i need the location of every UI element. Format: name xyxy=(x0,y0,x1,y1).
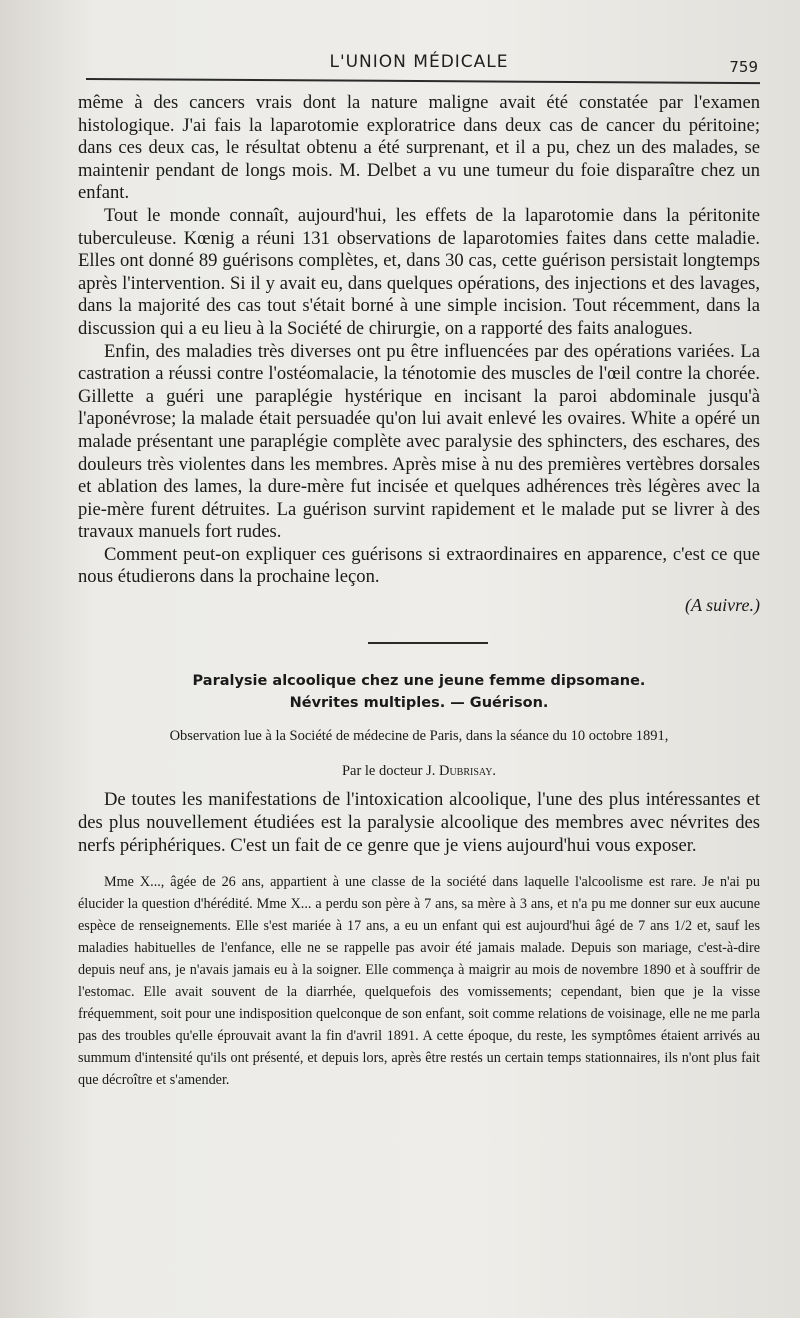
lead-paragraph: De toutes les manifestations de l'intoxication alcoolique, l'une des plus intéressantes et des plus nouvellement étudiées est la paralysie alcoolique des membres avec névrites des nerfs périphériques. C'est un fait de ce genre que je viens aujourd'hui vous exposer. xyxy=(78,789,760,857)
page-number: 759 xyxy=(729,58,758,76)
observation-note: Observation lue à la Société de médecine de Paris, dans la séance du 10 octobre 1891, xyxy=(169,728,669,745)
article-subtitle: Névrites multiples. — Guérison. xyxy=(289,695,549,712)
author-prefix: Par le docteur J. xyxy=(341,763,436,780)
section-divider xyxy=(368,642,488,644)
article-title: Paralysie alcoolique chez une jeune femme dipsomane. xyxy=(192,673,646,690)
to-be-continued: (A suivre.) xyxy=(685,595,760,616)
header-rule xyxy=(86,78,760,84)
lecture-text xyxy=(78,92,760,589)
author-name: Dubrisay. xyxy=(438,763,497,780)
paragraph: Enfin, des maladies très diverses ont pu être influencées par des opérations variées. La castration a réussi contre l'ostéomalacie, la ténotomie des muscles de l'œil contre la chorée. Gillette a guéri une paraplégie hystérique en incisant la paroi abdominale jusqu'à l'aponévrose; la malade était persuadée qu'on lui avait enlevé les ovaires. White a opéré un malade présentant une paraplégie complète avec paralysie des sphincters, des eschares, des douleurs très violentes dans les membres. Après mise à nu des premières vertèbres dorsales et ablation des lames, la dure-mère fut incisée et quelques adhérences très légères avec la pie-mère furent détruites. La guérison survint rapidement et le malade put se livrer à des travaux manuels fort rudes. xyxy=(78,340,760,543)
case-paragraph: Mme X..., âgée de 26 ans, appartient à une classe de la société dans laquelle l'alcoolisme est rare. Je n'ai pu élucider la question d'hérédité. Mme X... a perdu son père à 7 ans, sa mère à 3 ans, et n'a pu me donner sur eux aucune espèce de renseignements. Elle s'est mariée à 17 ans, a eu un enfant qui est aujourd'hui âgé de 7 ans 1/2 et, sauf les maladies habituelles de l'enfance, elle ne se rappelle pas avoir été jamais malade. Depuis son mariage, c'est-à-dire depuis neuf ans, je n'avais jamais eu à la soigner. Elle commença à maigrir au mois de novembre 1890 et à souffrir de l'estomac. Elle avait souvent de la diarrhée, quelquefois des vomissements; cependant, bien que je la visse fréquemment, soit pour une indisposition quelconque de son enfant, soit comme relations de voisinage, elle ne me parla pas des troubles qu'elle éprouvait avant la fin d'avril 1891. A cette époque, du reste, les symptômes étaient arrivés au summum d'intensité qu'ils ont présenté, et depuis lors, après être restés un certain temps stationnaires, ils n'ont plus fait que décroître et s'amender. xyxy=(78,874,760,1089)
paragraph: même à des cancers vrais dont la nature maligne avait été constatée par l'examen histologique. J'ai fais la laparotomie exploratrice dans deux cas de cancer du péritoine; dans ces deux cas, le résultat obtenu a été surprenant, et il a pu, chez un des malades, se maintenir pendant de longs mois. M. Delbet a vu une tumeur du foie disparaître chez un enfant. xyxy=(78,92,760,204)
author-line xyxy=(78,763,760,780)
running-title: L'UNION MÉDICALE xyxy=(329,52,509,72)
paragraph: Comment peut-on expliquer ces guérisons si extraordinaires en apparence, c'est ce que nous étudierons dans la prochaine leçon. xyxy=(78,543,760,588)
paragraph: Tout le monde connaît, aujourd'hui, les effets de la laparotomie dans la péritonite tuberculeuse. Kœnig a réuni 131 observations de laparotomies faites dans cette maladie. Elles ont donné 89 guérisons complètes, et, dans 30 cas, cette guérison persistait longtemps après l'intervention. Si il y avait eu, dans quelques opérations, des injections et des lavages, dans la majorité des cas tout s'était borné à une simple incision. Tout récemment, dans la discussion qui a eu lieu à la Société de chirurgie, on a rapporté des faits analogues. xyxy=(78,204,760,339)
page-header xyxy=(78,46,760,80)
